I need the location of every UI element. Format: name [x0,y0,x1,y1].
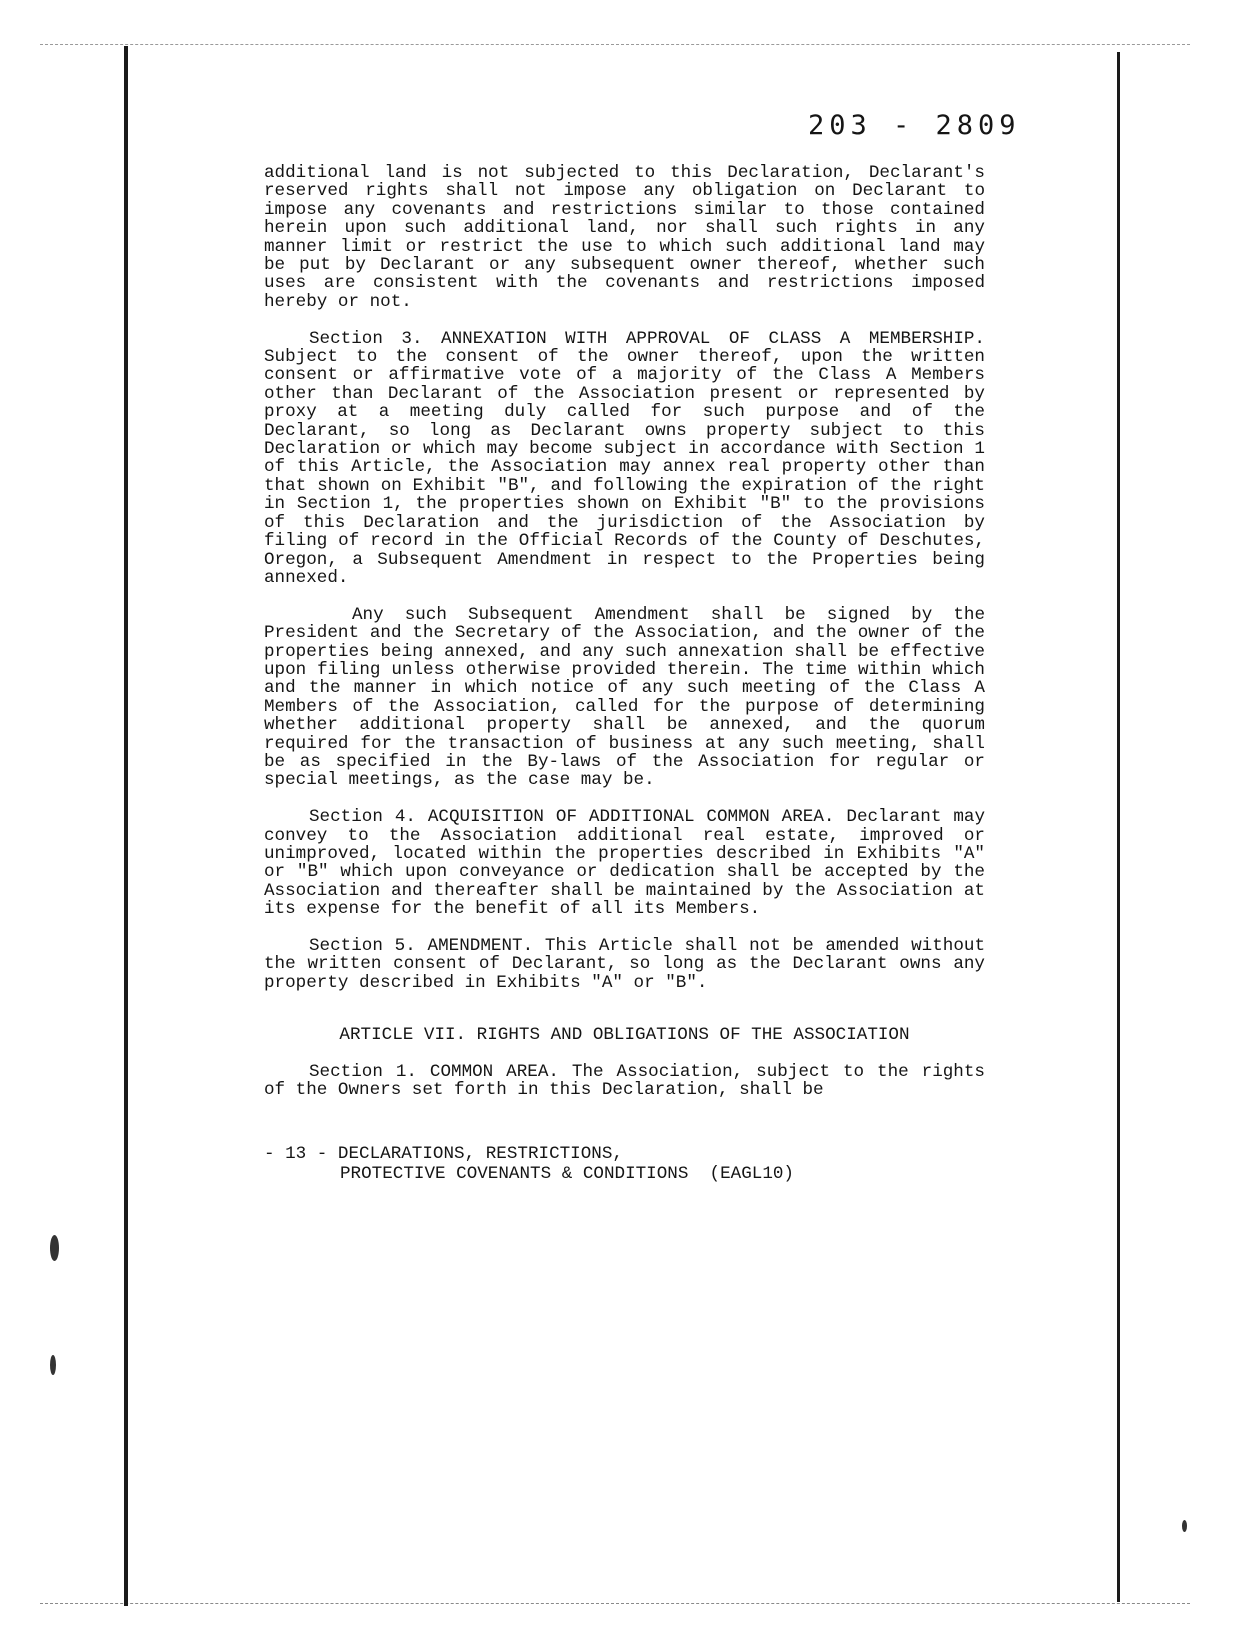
section-3-paragraph: Section 3. ANNEXATION WITH APPROVAL OF CLASS A MEMBERSHIP. Subject to the consent of the owner thereof, upon the written consent or affirmative vote of a majority of the Class A Members other than Declarant of the Association present or represented by proxy at a meeting duly called for such purpose and of the Declarant, so long as Declarant owns property subject to this Declaration or which may become subject in accordance with Section 1 of this Article, the Association may annex real property other than that shown on Exhibit "B", and following the expiration of the right in Section 1, the properties shown on Exhibit "B" to the provisions of this Declaration and the jurisdiction of the Association by filing of record in the Official Records of the County of Deschutes, Oregon, a Subsequent Amendment in respect to the Properties being annexed. [264,328,985,588]
scan-artifact [50,1355,56,1375]
scan-left-border [124,46,128,1606]
page-footer [264,1144,794,1184]
page-number: 203 - 2809 [808,110,1021,141]
subsequent-amendment-paragraph: Any such Subsequent Amendment shall be signed by the President and the Secretary of the Association, and the owner of the properties being annexed, and any such annexation shall be effective upon filing unless otherwise provided therein. The time within which and the manner in which notice of any such meeting of the Class A Members of the Association, called for the purpose of determining whether additional property shall be annexed, and the quorum required for the transaction of business at any such meeting, shall be as specified in the By-laws of the Association for regular or special meetings, as the case may be. [264,604,985,791]
scan-bottom-edge [40,1603,1190,1604]
scan-artifact [1182,1520,1187,1532]
scan-right-border [1117,52,1120,1602]
section-5-paragraph: Section 5. AMENDMENT. This Article shall not be amended without the written consent of Declarant, so long as the Declarant owns any property described in Exhibits "A" or "B". [264,936,985,993]
article-7-section-1-paragraph: Section 1. COMMON AREA. The Association, subject to the rights of the Owners set forth in this Declaration, shall be [264,1061,985,1101]
paragraph-continuation: additional land is not subjected to this Declaration, Declarant's reserved rights shall not impose any obligation on Declarant to impose any covenants and restrictions similar to those contained herein upon such additional land, nor shall such rights in any manner limit or restrict the use to which such additional land may be put by Declarant or any subsequent owner thereof, whether such uses are consistent with the covenants and restrictions imposed hereby or not. [264,163,985,312]
scan-top-edge [40,44,1190,45]
scan-artifact [50,1235,59,1261]
article-heading: ARTICLE VII. RIGHTS AND OBLIGATIONS OF THE ASSOCIATION [339,1025,910,1046]
document-body [264,164,985,1118]
section-4-paragraph: Section 4. ACQUISITION OF ADDITIONAL COMMON AREA. Declarant may convey to the Association additional real estate, improved or unimproved, located within the properties described in Exhibits "A" or "B" which upon conveyance or dedication shall be accepted by the Association and thereafter shall be maintained by the Association at its expense for the benefit of all its Members. [264,807,985,920]
footer-line-2: PROTECTIVE COVENANTS & CONDITIONS (EAGL10) [340,1164,794,1184]
footer-line-1: - 13 - DECLARATIONS, RESTRICTIONS, [264,1144,623,1164]
